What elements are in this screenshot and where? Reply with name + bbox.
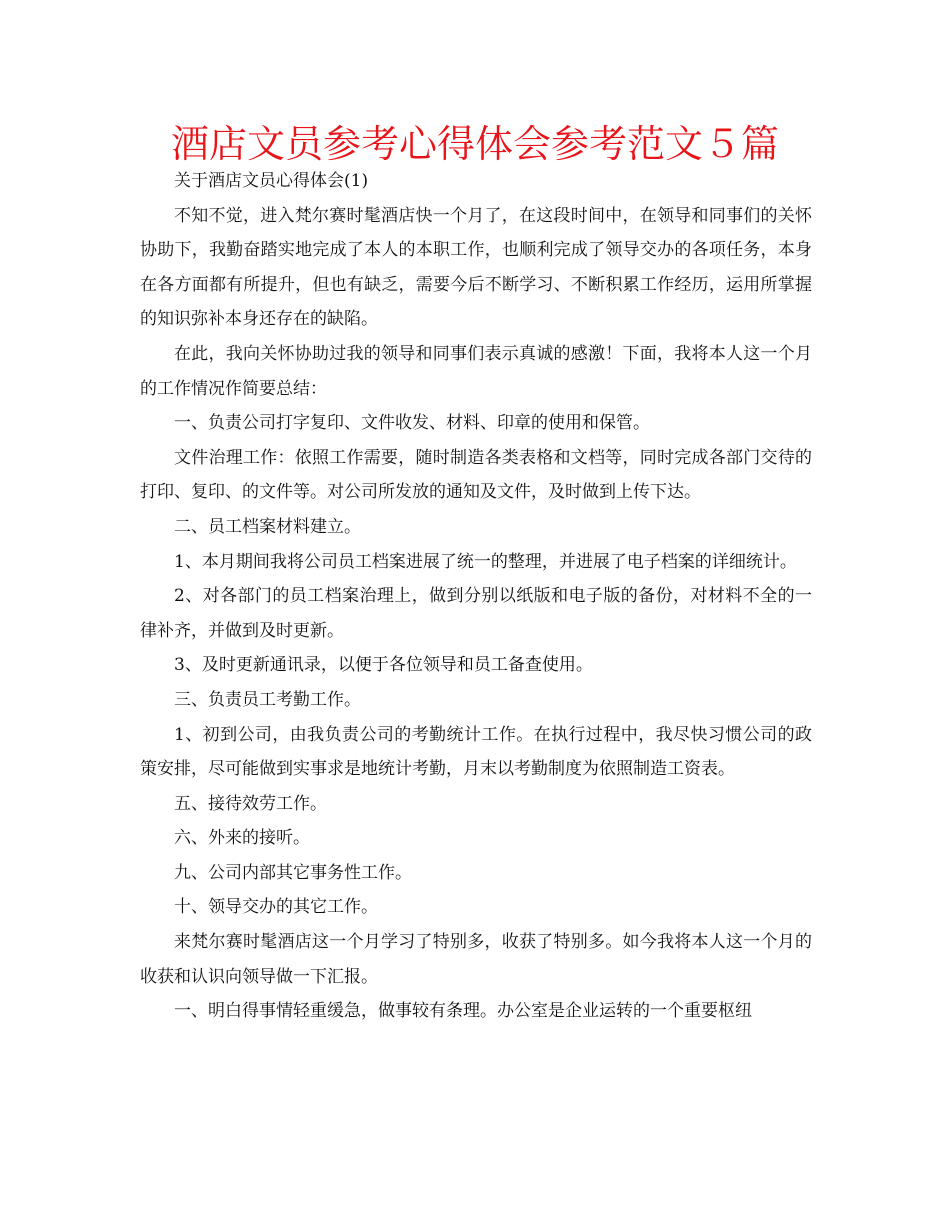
paragraph: 在此，我向关怀协助过我的领导和同事们表示真诚的感激！下面，我将本人这一个月的工作情况作简要总结： xyxy=(140,343,812,399)
document-body xyxy=(140,164,812,1029)
paragraph: 文件治理工作：依照工作需要，随时制造各类表格和文档等，同时完成各部门交待的打印、复印、的文件等。对公司所发放的通知及文件，及时做到上传下达。 xyxy=(140,447,812,503)
paragraph: 五、接待效劳工作。 xyxy=(174,793,327,814)
paragraph: 九、公司内部其它事务性工作。 xyxy=(174,862,412,883)
paragraph: 六、外来的接听。 xyxy=(174,828,310,849)
document-title: 酒店文员参考心得体会参考范文５篇 xyxy=(170,122,779,166)
paragraph: 来梵尔赛时髦酒店这一个月学习了特别多，收获了特别多。如今我将本人这一个月的收获和认识向领导做一下汇报。 xyxy=(140,932,812,987)
paragraph: 一、负责公司打字复印、文件收发、材料、印章的使用和保管。 xyxy=(174,413,650,434)
paragraph: 十、领导交办的其它工作。 xyxy=(174,897,378,918)
document-subtitle: 关于酒店文员心得体会(1) xyxy=(174,171,369,191)
paragraph: 1、初到公司，由我负责公司的考勤统计工作。在执行过程中，我尽快习惯公司的政策安排，尽可能做到实事求是地统计考勤，月末以考勤制度为依照制造工资表。 xyxy=(140,724,812,780)
paragraph: 不知不觉，进入梵尔赛时髦酒店快一个月了，在这段时间中，在领导和同事们的关怀协助下，我勤奋踏实地完成了本人的本职工作，也顺利完成了领导交办的各项任务，本身在各方面都有所提升，但也有缺乏，需要今后不断学习、不断积累工作经历，运用所掌握的知识弥补本身还存在的缺陷。 xyxy=(140,205,812,330)
paragraph: 3、及时更新通讯录，以便于各位领导和员工备查使用。 xyxy=(174,655,593,676)
paragraph: 一、明白得事情轻重缓急，做事较有条理。办公室是企业运转的一个重要枢纽 xyxy=(174,1001,752,1022)
paragraph: 2、对各部门的员工档案治理上，做到分别以纸版和电子版的备份，对材料不全的一律补齐，并做到及时更新。 xyxy=(140,586,812,641)
paragraph: 三、负责员工考勤工作。 xyxy=(174,689,361,710)
paragraph: 1、本月期间我将公司员工档案进展了统一的整理，并进展了电子档案的详细统计。 xyxy=(174,551,797,572)
paragraph: 二、员工档案材料建立。 xyxy=(174,516,361,537)
